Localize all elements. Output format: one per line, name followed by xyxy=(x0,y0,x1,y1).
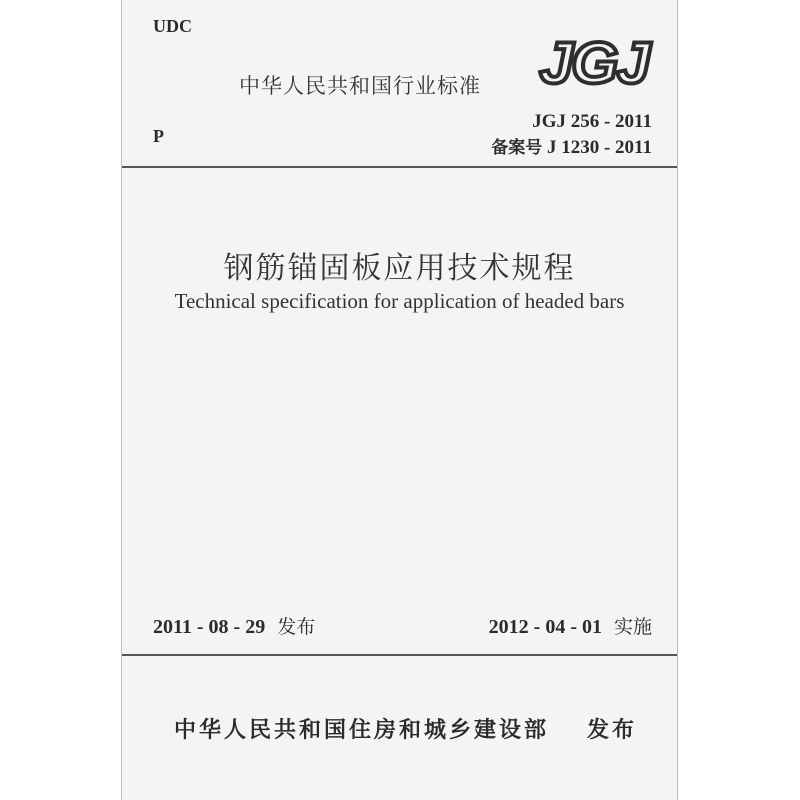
standard-number: JGJ 256 - 2011 xyxy=(532,111,652,132)
issue-label: 发布 xyxy=(277,616,316,638)
filing-number-value: J 1230 - 2011 xyxy=(546,137,652,158)
issue-date: 2011 - 08 - 29 xyxy=(153,616,266,638)
book-cover xyxy=(121,0,678,800)
publisher-name: 中华人民共和国住房和城乡建设部 xyxy=(174,718,550,743)
filing-number-label: 备案号 xyxy=(491,138,543,158)
implement-label: 实施 xyxy=(613,616,652,638)
implement-date-block xyxy=(489,612,652,639)
udc-label: UDC xyxy=(153,16,192,36)
top-divider xyxy=(122,166,677,168)
title-english: Technical specification for application of headed bars xyxy=(174,289,625,313)
issue-date-block xyxy=(153,612,315,639)
title-chinese: 钢筋锚固板应用技术规程 xyxy=(223,251,576,286)
publisher-action: 发布 xyxy=(586,718,637,743)
industry-standard-heading: 中华人民共和国行业标准 xyxy=(239,74,481,98)
implement-date: 2012 - 04 - 01 xyxy=(488,616,602,638)
jgj-logo: JGJ xyxy=(539,31,649,96)
classification-code: P xyxy=(153,126,164,146)
bottom-divider xyxy=(122,654,677,656)
filing-number xyxy=(491,133,652,159)
